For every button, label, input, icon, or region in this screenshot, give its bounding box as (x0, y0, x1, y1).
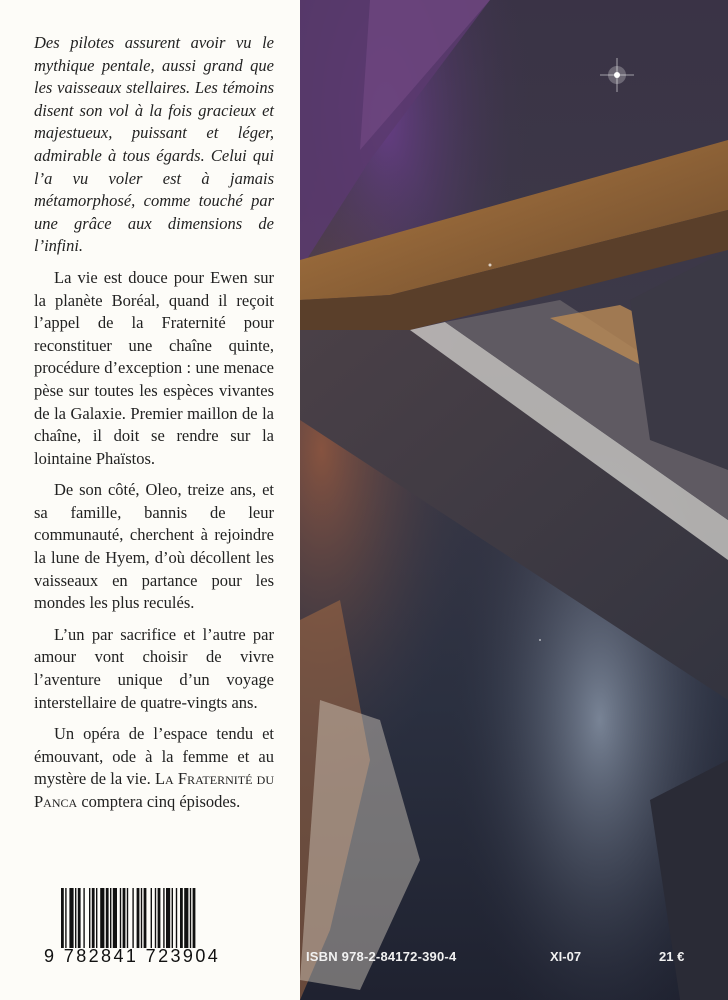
price-label: 21 € (659, 949, 685, 964)
edition-code: XI-07 (550, 949, 582, 964)
blurb-intro: Des pilotes assurent avoir vu le mythique pentale, aussi grand que les vaisseaux stellaires. Les témoins disent son vol à la fois gracieux et majestueux, puissant et léger, admirable à tous égards. Celui qui l’a vu voler est à jamais métamorphosé, comme touché par une grâce aux dimensions de l’infini. (34, 33, 274, 256)
cover-artwork (300, 0, 728, 1000)
blurb-paragraph-4-start: Un opéra de l’espace tendu et émouvant, ode à la femme et au mystère de la vie. (34, 724, 274, 789)
barcode (61, 888, 225, 948)
barcode-number: 9 782841 723904 (44, 946, 221, 966)
blurb-text (34, 32, 274, 823)
blurb-paragraph-4 (34, 723, 274, 813)
blurb-paragraph-2: De son côté, Oleo, treize ans, et sa famille, bannis de leur communauté, cherchent à rejoindre la lune de Hyem, d’où décollent les vaisseaux en partance pour les mondes les plus reculés. (34, 480, 274, 613)
blurb-paragraph-1: La vie est douce pour Ewen sur la planète Boréal, quand il reçoit l’appel de la Fraternité pour reconstituer une chaîne quinte, procédure d’exception : une menace pèse sur toutes les espèces vivantes de la Galaxie. Premier maillon de la chaîne, il doit se rendre sur la lointaine Phaïstos. (34, 267, 274, 468)
blurb-paragraph-3: L’un par sacrifice et l’autre par amour vont choisir de vivre l’aventure unique d’un voyage interstellaire de quatre-vingts ans. (34, 624, 274, 712)
back-cover-text-panel (0, 0, 300, 1000)
series-title: La Fraternité du Panca (34, 769, 274, 811)
space-structure-illustration (300, 0, 728, 1000)
blurb-paragraph-4-end: comptera cinq épisodes. (77, 792, 241, 811)
isbn-label: ISBN 978-2-84172-390-4 (306, 949, 457, 964)
